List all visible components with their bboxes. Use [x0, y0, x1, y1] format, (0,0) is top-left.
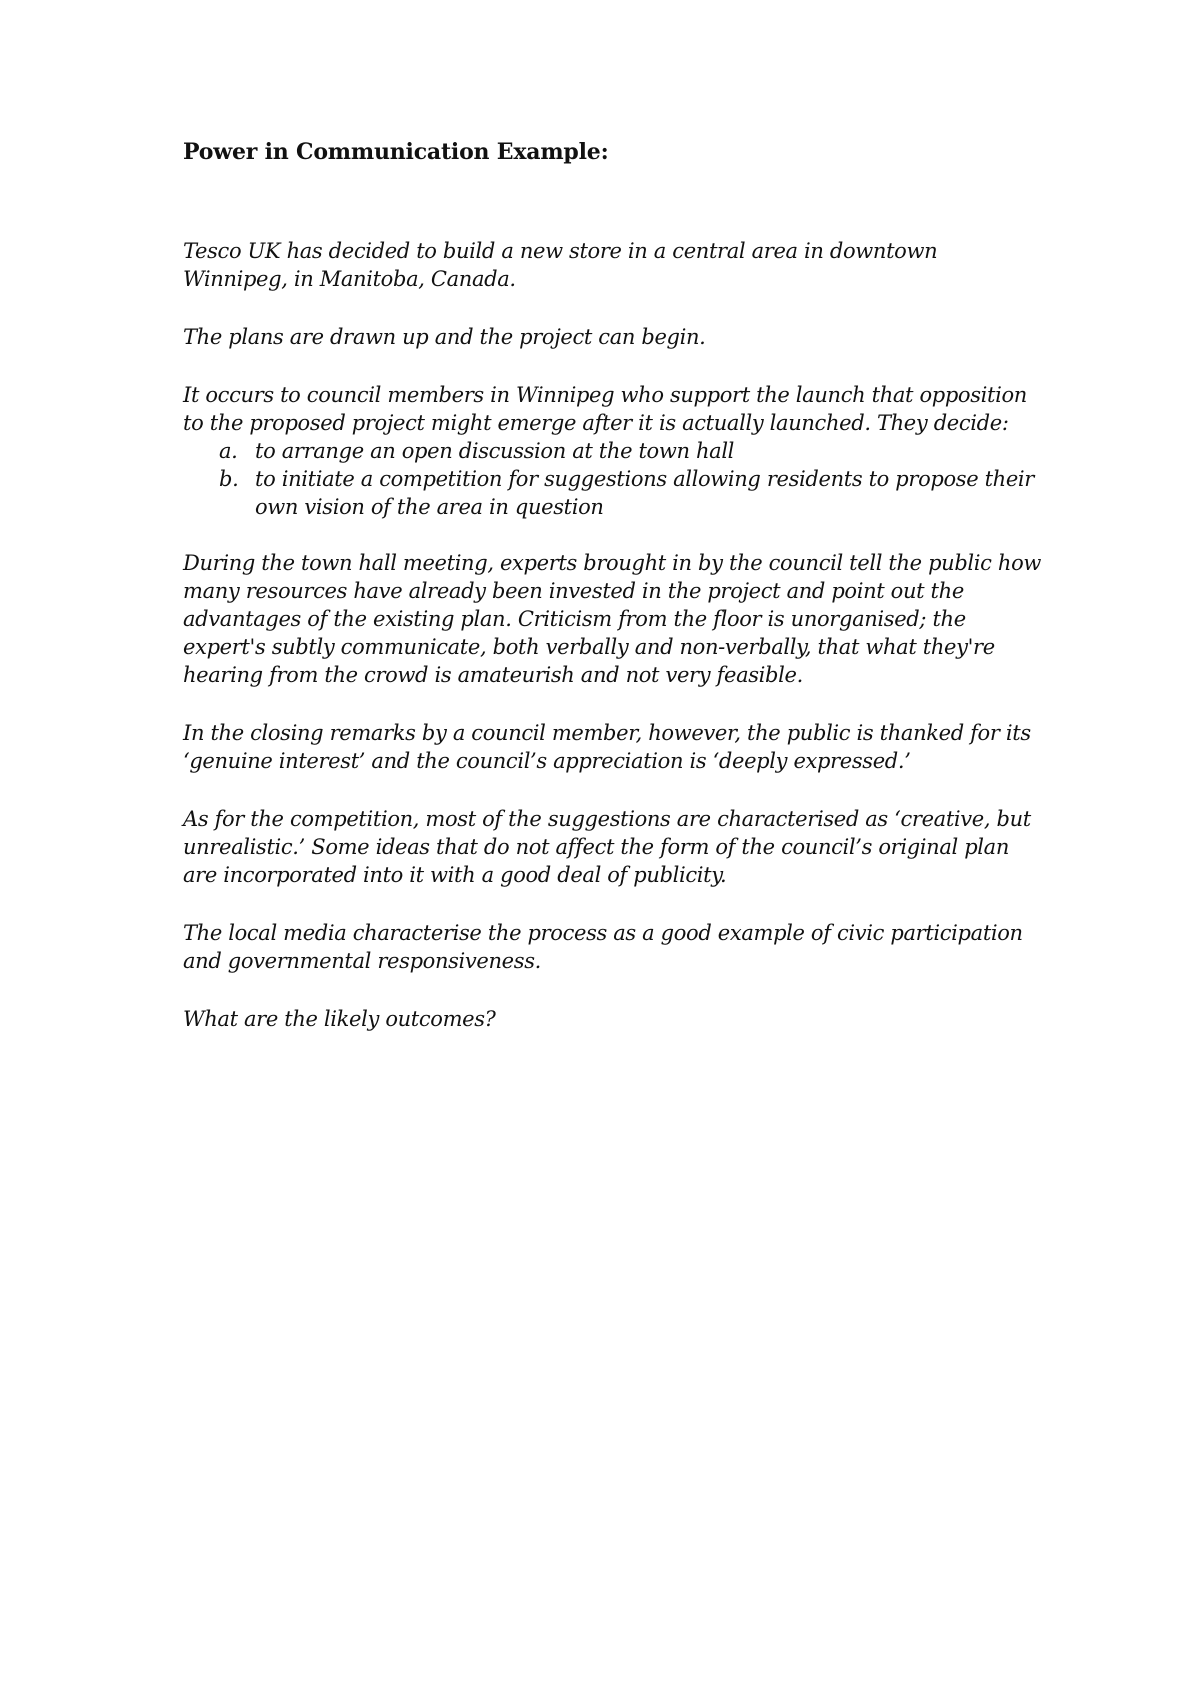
paragraph-media: The local media characterise the process as a good example of civic participation and governmental responsiveness. — [183, 921, 1023, 973]
paragraph-intro: Tesco UK has decided to build a new store in a central area in downtown Winnipeg, in Manitoba, Canada. — [183, 239, 938, 291]
paragraph-competition: As for the competition, most of the suggestions are characterised as ‘creative, but unrealistic.’ Some ideas that do not affect the form of the council’s original plan are incorporated into it with a good deal of publicity. — [183, 807, 1031, 887]
paragraph-question: What are the likely outcomes? — [183, 1007, 496, 1031]
list-marker: b. — [219, 467, 239, 491]
list-item-text: to initiate a competition for suggestions allowing residents to propose their own vision of the area in question — [255, 467, 1034, 519]
paragraph-closing-remarks: In the closing remarks by a council member, however, the public is thanked for its ‘genuine interest’ and the council’s appreciation is ‘deeply expressed.’ — [183, 721, 1031, 773]
paragraph-council-decision: It occurs to council members in Winnipeg who support the launch that opposition to the proposed project might emerge after it is actually launched. They decide: — [183, 383, 1027, 435]
list-item-text: to arrange an open discussion at the town hall — [255, 439, 735, 463]
document-title: Power in Communication Example: — [183, 139, 609, 165]
paragraph-town-hall: During the town hall meeting, experts brought in by the council tell the public how many resources have already been invested in the project and point out the advantages of the existing plan. Criticism from the floor is unorganised; the expert's subtly communicate, both verbally and non-verbally, that what they're hearing from the crowd is amateurish and not very feasible. — [183, 551, 1041, 687]
list-item — [183, 437, 1043, 465]
list-marker: a. — [219, 439, 238, 463]
decision-list — [183, 437, 1043, 521]
document-body — [183, 138, 1043, 1063]
list-item — [183, 465, 1043, 521]
paragraph-plans: The plans are drawn up and the project can begin. — [183, 325, 706, 349]
